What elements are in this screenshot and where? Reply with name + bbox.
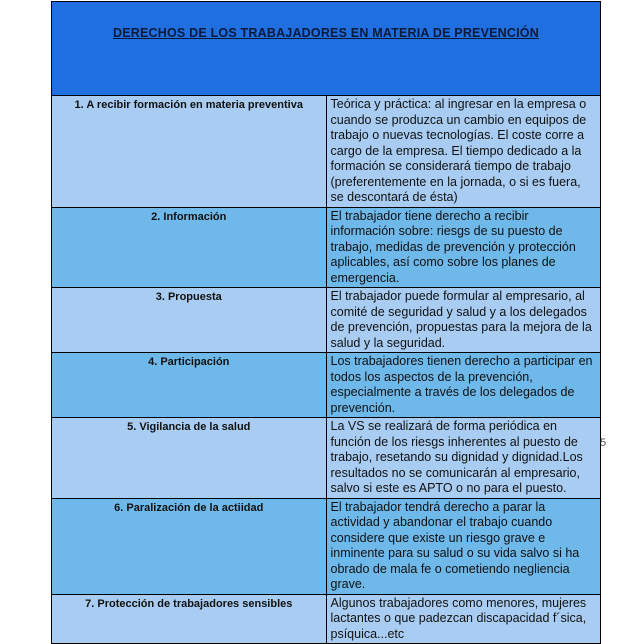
right-label: 7. Protección de trabajadores sensibles	[52, 594, 327, 644]
right-description: Algunos trabajadores como menores, mujeres lactantes o que padezcan discapacidad f´sica, psíquica...etc	[326, 594, 601, 644]
table-row	[52, 418, 601, 499]
right-description: El trabajador tiene derecho a recibir información sobre: riesgs de su puesto de trabajo, medidas de prevención y protección aplicables, así como sobre los planes de emergencia.	[326, 207, 601, 288]
right-description: El trabajador tendrá derecho a parar la actividad y abandonar el trabajo cuando considere que existe un riesgo grave e inminente para su salud o su vida salvo si ha obrado de mala fe o cometiendo negliencia grave.	[326, 498, 601, 594]
right-description: Los trabajadores tienen derecho a participar en todos los aspectos de la prevención, especialmente a través de los delegados de prevención.	[326, 353, 601, 418]
right-label: 4. Participación	[52, 353, 327, 418]
right-description: Teórica y práctica: al ingresar en la empresa o cuando se produzca un cambio en equipos de trabajo o nuevas tecnologías. El coste corre a cargo de la empresa. El tiempo dedicado a la formación se considerará tiempo de trabajo (preferentemente en la jornada, o si es fuera, se descontará de ésta)	[326, 96, 601, 208]
right-description: La VS se realizará de forma periódica en función de los riesgs inherentes al puesto de trabajo, resetando su dignidad y dignidad.Los resultados no se comunicarán al empresario, salvo si este es APTO o no para el puesto.	[326, 418, 601, 499]
table-row	[52, 96, 601, 208]
right-label: 2. Información	[52, 207, 327, 288]
table-title: DERECHOS DE LOS TRABAJADORES EN MATERIA DE PREVENCIÓN	[113, 26, 539, 40]
right-label: 1. A recibir formación en materia preventiva	[52, 96, 327, 208]
table-row	[52, 207, 601, 288]
table-title-cell	[52, 2, 601, 96]
table-row	[52, 288, 601, 353]
table-row	[52, 594, 601, 644]
table-row	[52, 498, 601, 594]
right-label: 3. Propuesta	[52, 288, 327, 353]
page-number: 5	[600, 437, 607, 449]
right-description: El trabajador puede formular al empresario, al comité de seguridad y salud y a los delegados de prevención, propuestas para la mejora de la salud y la seguridad.	[326, 288, 601, 353]
right-label: 6. Paralización de la actiidad	[52, 498, 327, 594]
rights-table	[51, 1, 601, 644]
table-row	[52, 353, 601, 418]
right-label: 5. Vigilancia de la salud	[52, 418, 327, 499]
table-header-row	[52, 2, 601, 96]
